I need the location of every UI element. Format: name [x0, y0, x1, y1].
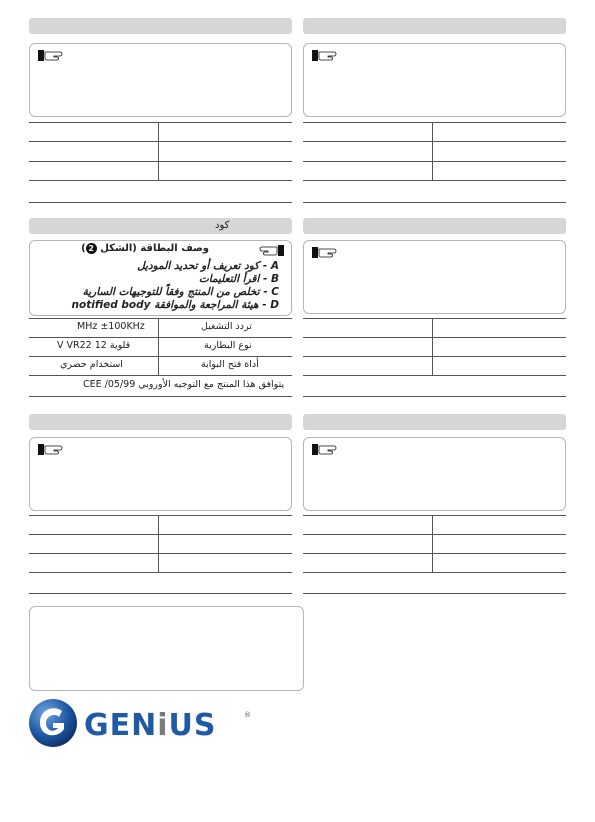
note-box-right-2: [303, 240, 566, 314]
card-title: وصف البطاقة (الشكل 2): [81, 243, 209, 254]
note-box-left-3: [29, 437, 292, 511]
card-line-b: B - اقرأ التعليمات: [198, 273, 279, 285]
svg-text:GENiUS: GENiUS: [84, 708, 217, 743]
spec-value-frequency: MHz ±100KHz: [77, 321, 145, 332]
spec-label-gate-opener: أداة فتح البوابة: [201, 359, 259, 370]
pointing-hand-icon: [312, 444, 338, 455]
spec-label-frequency: تردد التشغيل: [201, 321, 252, 332]
card-line-d: D - هيئة المراجعة والموافقة notified body: [71, 299, 279, 311]
pointing-hand-icon: [312, 247, 338, 258]
spec-label-battery: نوع البطارية: [204, 340, 252, 351]
spec-table-right-3: [303, 515, 566, 595]
svg-text:®: ®: [244, 711, 251, 719]
pointing-hand-icon: [38, 444, 64, 455]
spec-value-gate-opener: استخدام حصري: [60, 359, 123, 370]
panel-header-left-1: [29, 18, 292, 34]
card-line-text: هيئة المراجعة والموافقة notified body: [71, 299, 259, 311]
genius-logo: [28, 697, 258, 753]
genius-logo-mark: [28, 697, 258, 749]
spec-table-right-1: [303, 122, 566, 204]
compliance-text: يتوافق هذا المنتج مع التوجيه الأوروبي CEE /05/99: [83, 379, 285, 390]
card-line-text: تخلص من المنتج وفقاً للتوجيهات السارية: [82, 286, 260, 298]
panel-header-right-1: [303, 18, 566, 34]
spec-table-right-2: [303, 318, 566, 398]
card-line-letter: C: [271, 286, 279, 298]
card-description-box: [29, 240, 292, 316]
pointing-hand-icon: [38, 50, 64, 61]
card-line-text: كود تعريف أو تحديد الموديل: [137, 260, 260, 272]
spec-table-code: [29, 318, 292, 398]
note-box-left-1: [29, 43, 292, 117]
card-line-text: اقرأ التعليمات: [198, 273, 260, 285]
panel-header-code-label: كود: [215, 220, 230, 231]
pointing-hand-icon: [312, 50, 338, 61]
notes-box-bottom: [29, 606, 304, 691]
note-box-right-1: [303, 43, 566, 117]
card-line-letter: B: [270, 273, 279, 285]
panel-header-right-2: [303, 218, 566, 234]
card-line-letter: A: [270, 260, 279, 272]
spec-value-battery: قلوية 12 V VR22: [57, 340, 131, 351]
card-line-a: A - كود تعريف أو تحديد الموديل: [137, 260, 279, 272]
pointing-hand-icon: [258, 245, 284, 256]
panel-header-code: [29, 218, 292, 234]
spec-table-left-1: [29, 122, 292, 204]
card-line-c: C - تخلص من المنتج وفقاً للتوجيهات السارية: [82, 286, 279, 298]
note-box-right-3: [303, 437, 566, 511]
card-title-text: وصف البطاقة (الشكل: [100, 243, 209, 254]
figure-number-badge: 2: [86, 243, 97, 254]
spec-table-left-3: [29, 515, 292, 595]
card-line-letter: D: [270, 299, 279, 311]
panel-header-left-3: [29, 414, 292, 430]
panel-header-right-3: [303, 414, 566, 430]
